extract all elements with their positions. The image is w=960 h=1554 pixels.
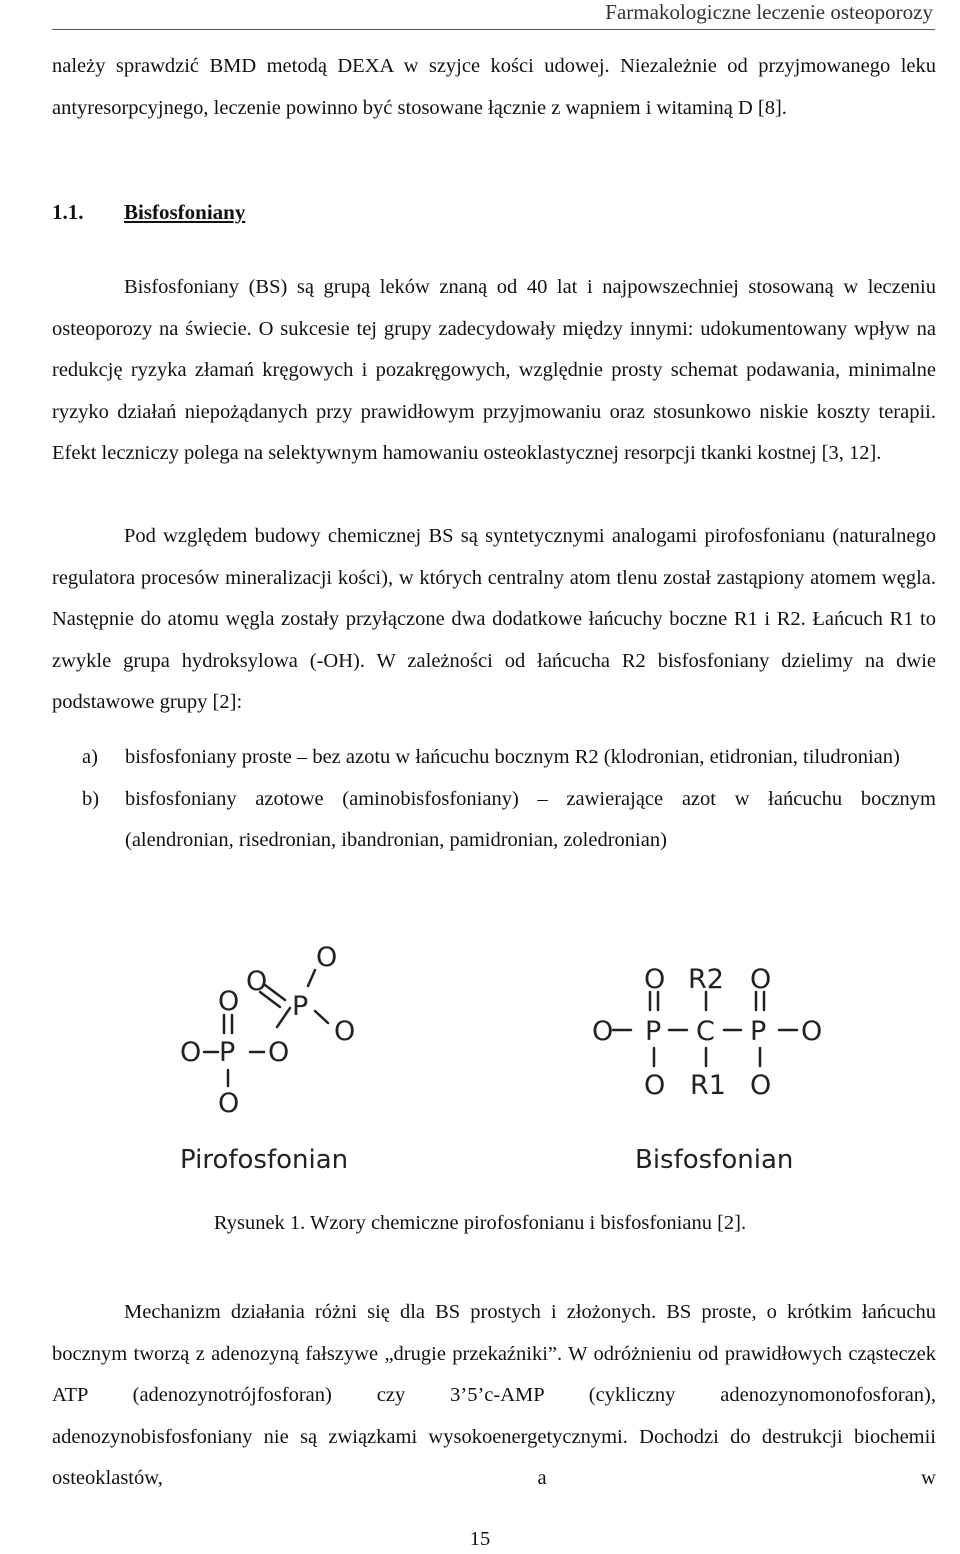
chemical-structures-figure xyxy=(140,930,860,1180)
paragraph-bisphosphonates: Bisfosfoniany (BS) są grupą leków znaną od 40 lat i najpowszechniej stosowaną w leczeniu osteoporozy na świecie. O sukcesie tej grupy zadecydowały między innymi: udokumentowany wpływ na redukcję ryzyka złamań kręgowych i pozakręgowych, względnie prosty schemat podawania, minimalne ryzyko działań niepożądanych przy prawidłowym przyjmowaniu oraz stosunkowo niskie koszty terapii. Efekt leczniczy polega na selektywnym hamowaniu osteoklastycznej resorpcji tkanki kostnej [3, 12]. xyxy=(52,276,936,464)
atom-o: O xyxy=(801,1016,823,1047)
bisphosphonate-groups-list xyxy=(52,737,936,862)
list-item-text: bisfosfoniany azotowe (aminobisfosfoniany) – zawierające azot w łańcuchu bocznym (alendronian, risedronian, ibandronian, pamidronian, zoledronian) xyxy=(125,787,936,851)
atom-p: P xyxy=(750,1016,767,1047)
structures-svg xyxy=(140,930,860,1180)
atom-o: O xyxy=(316,942,338,973)
atom-r1: R1 xyxy=(690,1070,726,1101)
paragraph-chemistry: Pod względem budowy chemicznej BS są syntetycznymi analogami pirofosfonianu (naturalnego regulatora procesów mineralizacji kości), w których centralny atom tlenu został zastąpiony atomem węgla. Następnie do atomu węgla zostały przyłączone dwa dodatkowe łańcuchy boczne R1 i R2. Łańcuch R1 to zwykle grupa hydroksylowa (-OH). W zależności od łańcucha R2 bisfosfoniany dzielimy na dwie podstawowe grupy [2]: xyxy=(52,525,936,713)
paragraph-mechanism: Mechanizm działania różni się dla BS prostych i złożonych. BS proste, o krótkim łańcuchu bocznym tworzą z adenozyną fałszywe „drugie przekaźniki”. W odróżnieniu od prawidłowych cząsteczek ATP (adenozynotrójfosforan) czy 3’5’c-AMP (cykliczny adenozynomonofosforan), adenozynobisfosfoniany nie są związkami wysokoenergetycznymi. Dochodzi do destrukcji biochemii osteoklastów, a w xyxy=(52,1301,936,1489)
atom-p: P xyxy=(219,1037,236,1068)
list-marker: b) xyxy=(82,787,100,810)
atom-o: O xyxy=(246,966,268,997)
atom-o: O xyxy=(268,1037,290,1068)
atom-o: O xyxy=(334,1016,356,1047)
page-header xyxy=(0,0,960,34)
atom-o: O xyxy=(180,1037,202,1068)
figure-caption: Rysunek 1. Wzory chemiczne pirofosfonianu i bisfosfonianu [2]. xyxy=(213,1212,747,1234)
pyrophosphonate-label: Pirofosfonian xyxy=(180,1145,349,1175)
atom-c: C xyxy=(696,1016,715,1047)
atom-o: O xyxy=(218,986,240,1017)
page-number: 15 xyxy=(469,1528,491,1550)
running-title: Farmakologiczne leczenie osteoporozy xyxy=(605,0,933,24)
list-marker: a) xyxy=(82,746,98,768)
list-item xyxy=(52,779,936,862)
atom-o: O xyxy=(750,964,772,995)
section-number: 1.1. xyxy=(52,200,84,224)
atom-o: O xyxy=(592,1016,614,1047)
list-item-text: bisfosfoniany proste – bez azotu w łańcuchu bocznym R2 (klodronian, etidronian, tiludronian) xyxy=(125,746,900,768)
header-rule xyxy=(52,29,935,30)
bisphosphonate-label: Bisfosfonian xyxy=(635,1145,794,1175)
atom-p: P xyxy=(645,1016,662,1047)
pyrophosphonate-atoms xyxy=(180,942,355,1119)
atom-o: O xyxy=(218,1088,240,1119)
bisphosphonate-atoms xyxy=(592,964,822,1101)
atom-r2: R2 xyxy=(688,964,724,995)
section-heading xyxy=(52,200,245,225)
atom-o: O xyxy=(644,1070,666,1101)
atom-p: P xyxy=(292,991,309,1022)
section-title: Bisfosfoniany xyxy=(124,200,246,224)
paragraph-intro: należy sprawdzić BMD metodą DEXA w szyjce kości udowej. Niezależnie od przyjmowanego leku antyresorpcyjnego, leczenie powinno być stosowane łącznie z wapniem i witaminą D [8]. xyxy=(52,55,936,119)
atom-o: O xyxy=(644,964,666,995)
atom-o: O xyxy=(750,1070,772,1101)
list-item xyxy=(52,737,936,779)
